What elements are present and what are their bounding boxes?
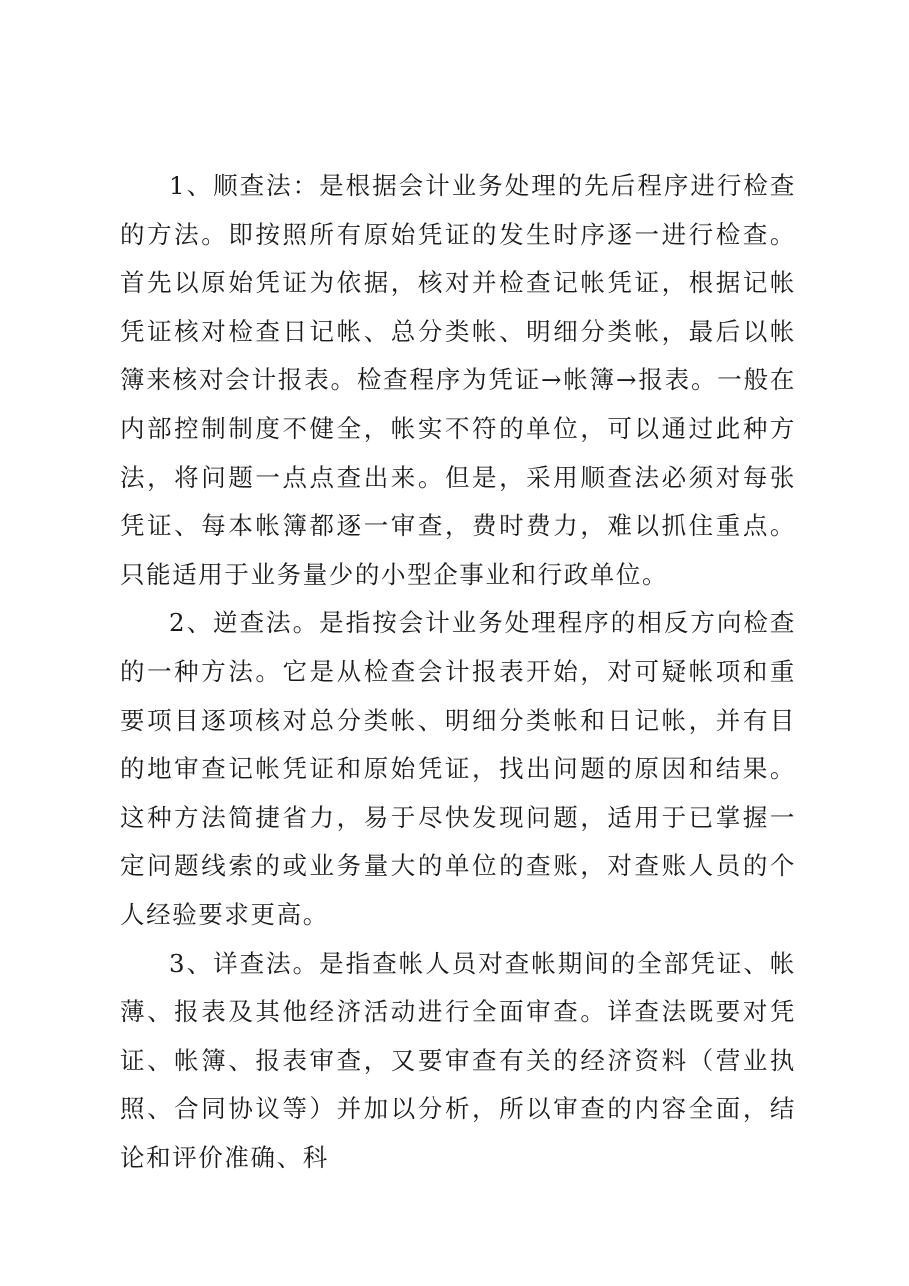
paragraph-sequential-method: 1、顺查法：是根据会计业务处理的先后程序进行检查的方法。即按照所有原始凭证的发生时序逐一进行检查。首先以原始凭证为依据，核对并检查记帐凭证，根据记帐凭证核对检查日记帐、总分类帐、明细分类帐，最后以帐簿来核对会计报表。检查程序为凭证→帐簿→报表。一般在内部控制制度不健全，帐实不符的单位，可以通过此种方法，将问题一点点查出来。但是，采用顺查法必须对每张凭证、每本帐簿都逐一审查，费时费力，难以抓住重点。只能适用于业务量少的小型企事业和行政单位。 [120, 171, 796, 589]
paragraph-reverse-method: 2、逆查法。是指按会计业务处理程序的相反方向检查的一种方法。它是从检查会计报表开始，对可疑帐项和重要项目逐项核对总分类帐、明细分类帐和日记帐，并有目的地审查记帐凭证和原始凭证，找出问题的原因和结果。这种方法简捷省力，易于尽快发现问题，适用于已掌握一定问题线索的或业务量大的单位的查账，对查账人员的个人经验要求更高。 [120, 608, 796, 929]
document-body [120, 162, 796, 1182]
paragraph-detailed-method: 3、详查法。是指查帐人员对查帐期间的全部凭证、帐薄、报表及其他经济活动进行全面审查。详查法既要对凭证、帐簿、报表审查，又要审查有关的经济资料（营业执照、合同协议等）并加以分析，所以审查的内容全面，结论和评价准确、科 [120, 948, 796, 1172]
